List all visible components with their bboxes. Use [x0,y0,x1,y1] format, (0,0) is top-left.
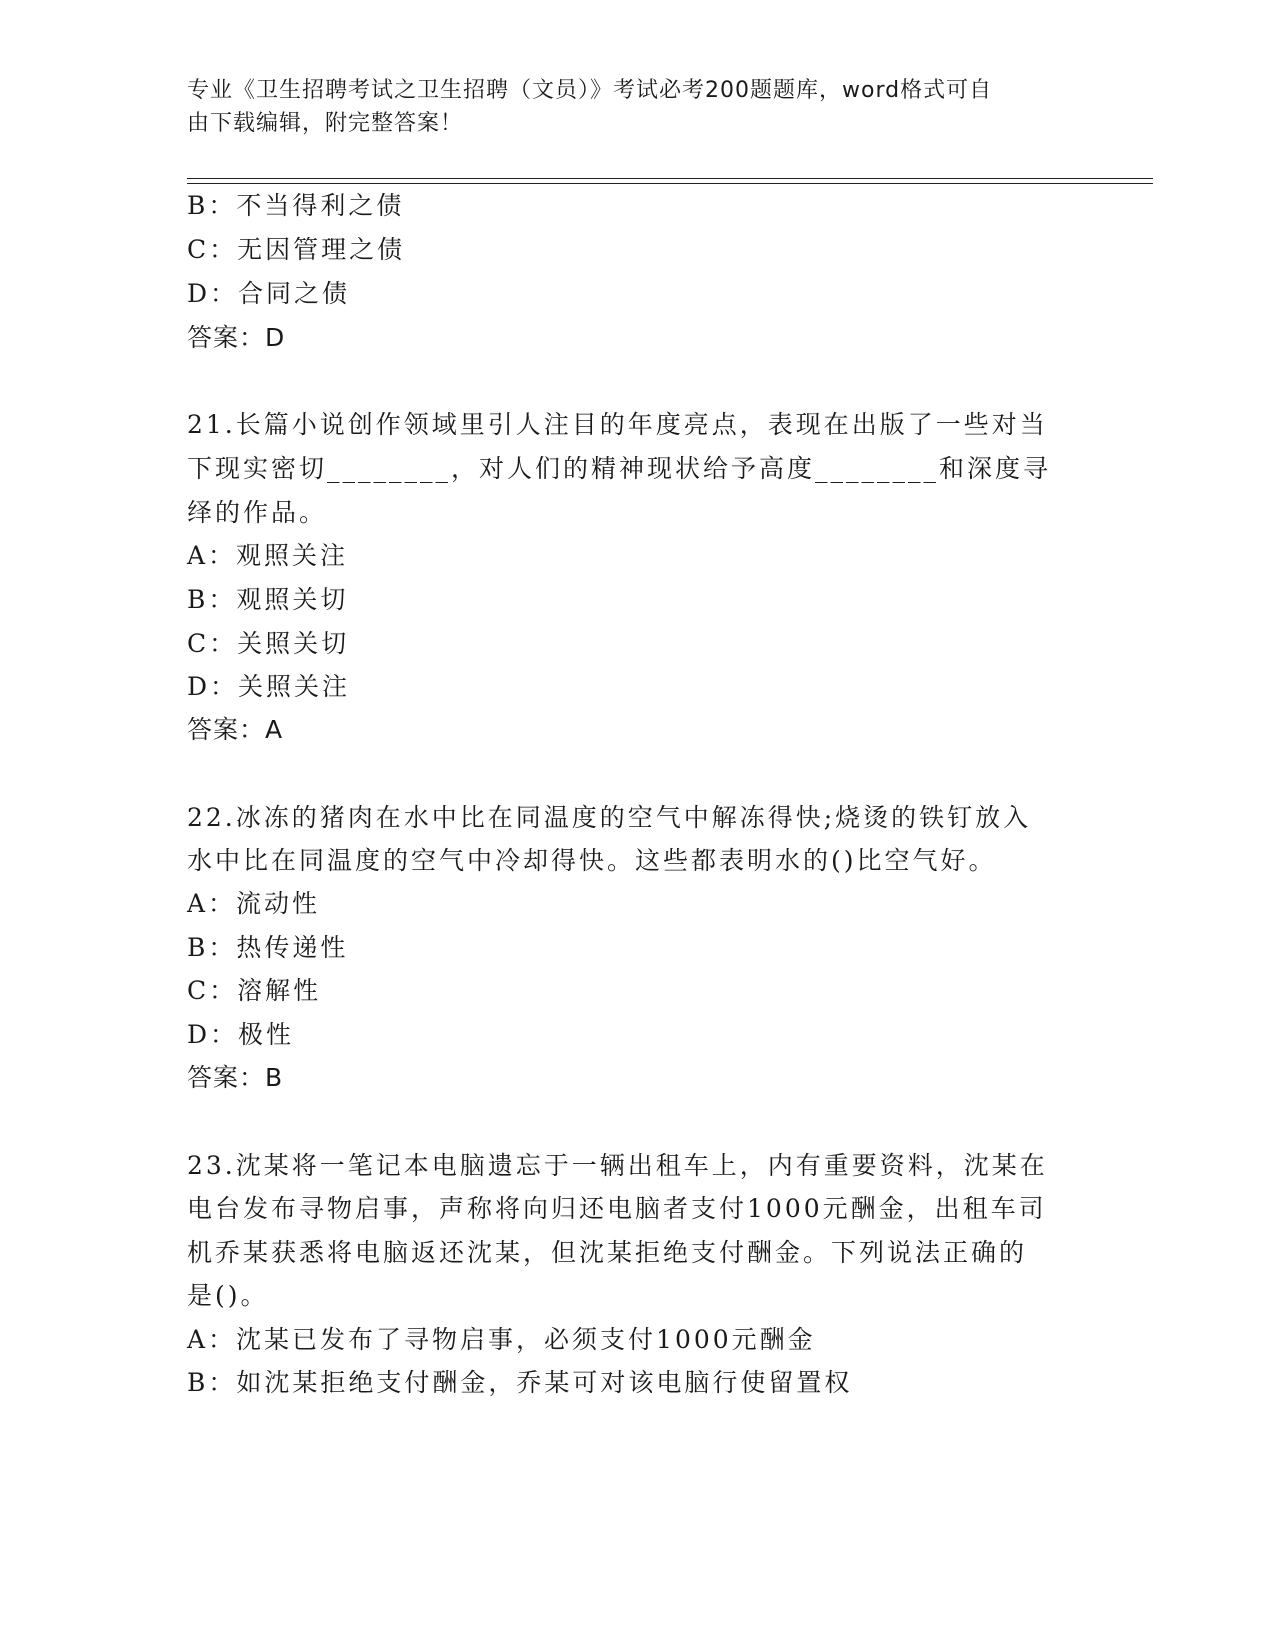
q21-option-b: B：观照关切 [187,585,349,614]
q22-option-a: A：流动性 [187,889,321,918]
q20-option-d: D：合同之债 [187,279,351,308]
q23-stem-line-2: 电台发布寻物启事，声称将向归还电脑者支付1000元酬金，出租车司 [187,1194,1047,1223]
q23-stem-line-3: 机乔某获悉将电脑返还沈某，但沈某拒绝支付酬金。下列说法正确的 [187,1238,1028,1267]
q22-stem-line-1: 22.冰冻的猪肉在水中比在同温度的空气中解冻得快;烧烫的铁钉放入 [187,803,1032,832]
q21-option-d: D：关照关注 [187,672,351,701]
q21-stem-line-2: 下现实密切________，对人们的精神现状给予高度________和深度寻 [187,454,1052,483]
q21-stem-line-3: 绎的作品。 [187,498,328,527]
q21-option-a: A：观照关注 [187,541,349,570]
document-header [187,74,1067,140]
q22-option-d: D：极性 [187,1020,295,1049]
q20-option-c: C：无因管理之债 [187,235,406,264]
q23-option-b: B：如沈某拒绝支付酬金，乔某可对该电脑行使留置权 [187,1368,853,1397]
q22-stem-line-2: 水中比在同温度的空气中冷却得快。这些都表明水的()比空气好。 [187,846,997,875]
q21-answer: 答案：A [187,715,284,744]
q22-answer: 答案：B [187,1063,284,1092]
q21-option-c: C：关照关切 [187,629,350,658]
q22-option-b: B：热传递性 [187,933,349,962]
q20-option-b: B：不当得利之债 [187,191,405,220]
q23-option-a: A：沈某已发布了寻物启事，必须支付1000元酬金 [187,1325,816,1354]
q22-option-c: C：溶解性 [187,976,322,1005]
q23-stem-line-4: 是()。 [187,1281,269,1310]
q23-stem-line-1: 23.沈某将一笔记本电脑遗忘于一辆出租车上，内有重要资料，沈某在 [187,1151,1048,1180]
header-line-1: 专业《卫生招聘考试之卫生招聘（文员）》考试必考200题题库，word格式可自 [187,78,993,103]
q20-answer: 答案：D [187,323,286,352]
header-line-2: 由下载编辑，附完整答案！ [187,111,464,136]
header-rule-bottom [187,183,1153,184]
header-rule-top [187,178,1153,179]
q21-stem-line-1: 21.长篇小说创作领域里引人注目的年度亮点，表现在出版了一些对当 [187,410,1048,439]
